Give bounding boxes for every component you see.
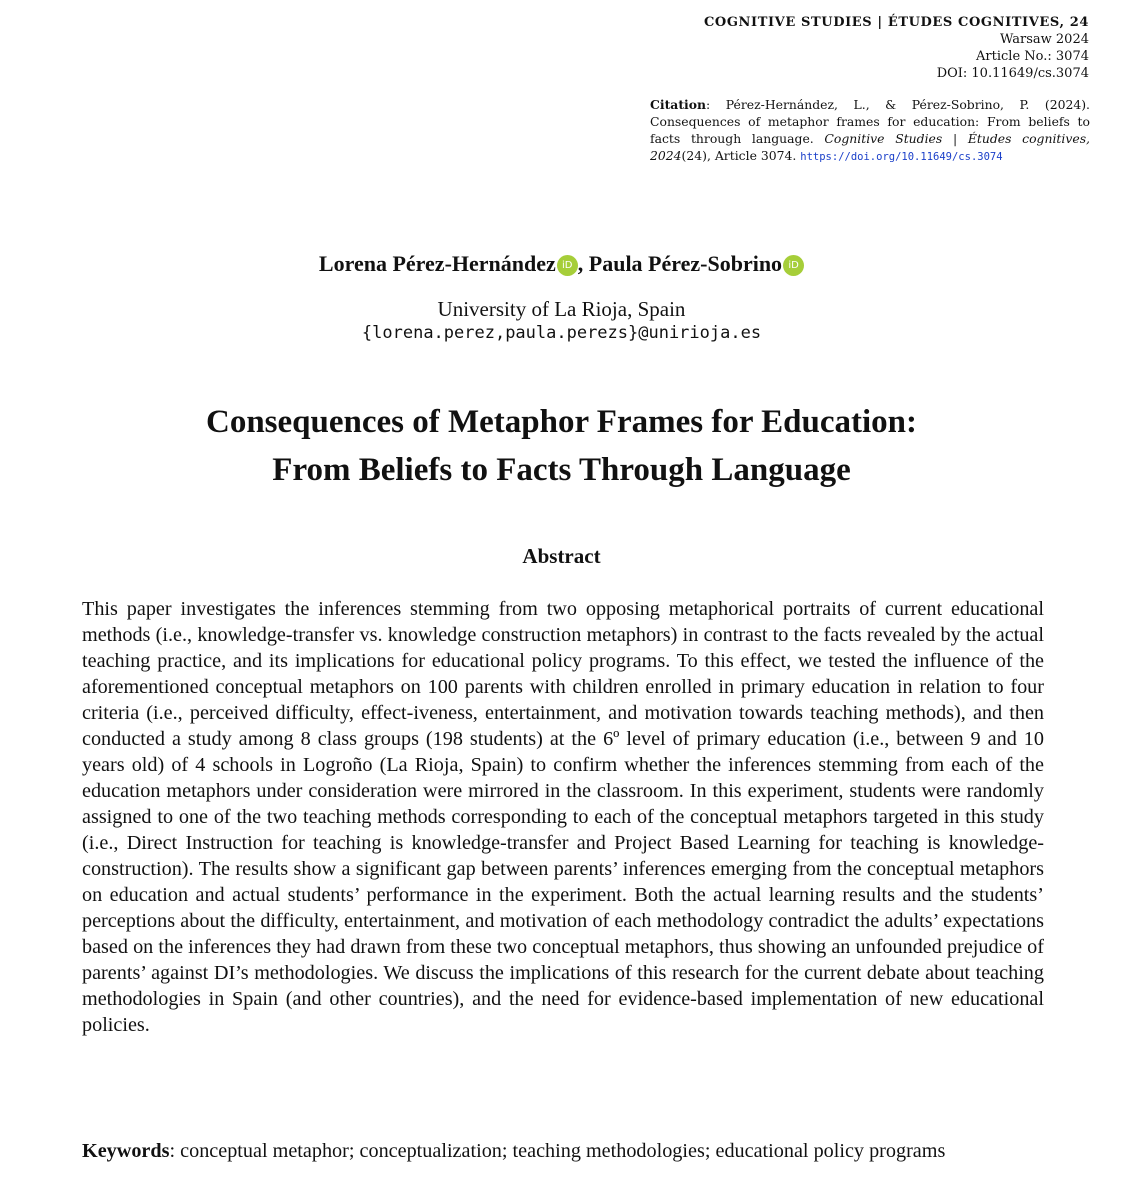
citation-label: Citation xyxy=(650,97,707,112)
doi: DOI: 10.11649/cs.3074 xyxy=(936,66,1089,81)
author-separator: , xyxy=(577,251,589,276)
orcid-icon[interactable]: iD xyxy=(783,255,804,276)
title-line: Consequences of Metaphor Frames for Education: xyxy=(206,404,917,440)
article-number: Article No.: 3074 xyxy=(976,49,1089,64)
author-email: {lorena.perez,paula.perezs}@unirioja.es xyxy=(361,323,762,343)
author-name: Paula Pérez-Sobrino xyxy=(588,251,783,276)
abstract-body: This paper investigates the inferences stemming from two opposing metaphorical portraits of current educational methods (i.e., knowledge-transfer vs. knowledge construction metaphors) in contrast to the facts revealed by the actual teaching practice, and its implications for educational policy programs. To this effect, we tested the influence of the aforementioned conceptual metaphors on 100 parents with children enrolled in primary education in relation to four criteria (i.e., perceived difficulty, effect-iveness, entertainment, and motivation towards teaching methods), and then conducted a study among 8 class groups (198 students) at the 6º level of primary education (i.e., between 9 and 10 years old) of 4 schools in Logroño (La Rioja, Spain) to confirm whether the inferences stemming from each of the education metaphors under consideration were mirrored in the classroom. In this experiment, students were randomly assigned to one of the two teaching methods corresponding to each of the conceptual metaphors targeted in this study (i.e., Direct Instruction for teaching is knowledge-transfer and Project Based Learning for teaching is knowledge-construction). The results show a significant gap between parents’ inferences emerging from the conceptual metaphors on education and actual students’ performance in the experiment. Both the actual learning results and the students’ perceptions about the difficulty, entertainment, and motivation of each methodology contradict the adults’ expectations based on the inferences they had drawn from these two conceptual metaphors, thus showing an unfounded prejudice of parents’ against DI’s methodologies. We discuss the implications of this research for the current debate about teaching methodologies in Spain (and other countries), and the need for evidence-based implementation of new educational policies. xyxy=(82,598,1044,1036)
affiliation: University of La Rioja, Spain xyxy=(437,297,686,321)
title-line: From Beliefs to Facts Through Language xyxy=(272,452,851,488)
author-list xyxy=(0,250,1123,278)
citation-doi-link[interactable]: https://doi.org/10.11649/cs.3074 xyxy=(800,151,1003,163)
author-name: Lorena Pérez-Hernández xyxy=(318,251,556,276)
keywords-text: : conceptual metaphor; conceptualization; teaching methodologies; educational policy programs xyxy=(169,1140,946,1162)
citation-issue: (24), Article 3074. xyxy=(681,148,801,163)
keywords-label: Keywords xyxy=(82,1140,170,1162)
abstract-heading: Abstract xyxy=(522,544,601,568)
journal-name: COGNITIVE STUDIES | ÉTUDES COGNITIVES, 24 xyxy=(703,15,1089,30)
journal-header xyxy=(704,14,1089,82)
citation-text: : Pérez-Hernández, L., & Pérez-Sobrino, P. (2024). Consequences of metaphor frames for education: From beliefs to facts through language. xyxy=(650,97,1090,146)
place-year: Warsaw 2024 xyxy=(1000,32,1089,47)
keywords xyxy=(82,1138,1044,1164)
citation-journal: Cognitive Studies | Études cognitives, 2024 xyxy=(650,131,1090,163)
paper-title xyxy=(0,398,1123,494)
orcid-icon[interactable]: iD xyxy=(557,255,578,276)
citation-block xyxy=(650,96,1090,166)
